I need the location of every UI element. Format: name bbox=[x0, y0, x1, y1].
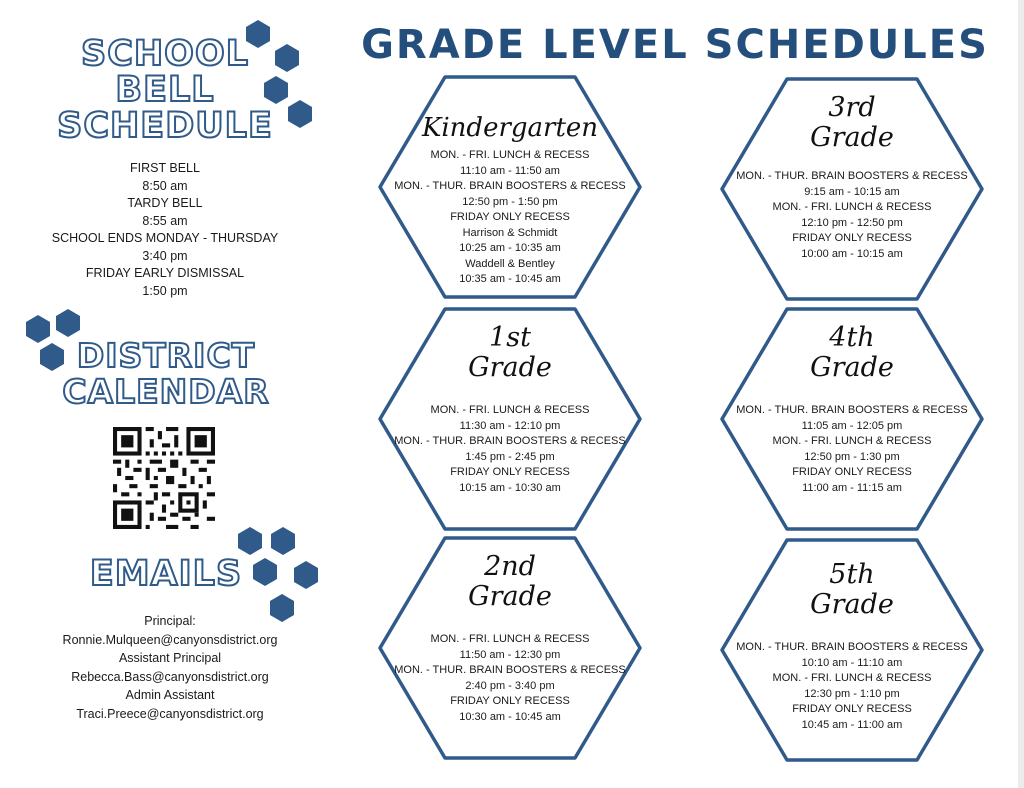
schedule-line: 9:15 am - 10:15 am bbox=[804, 185, 900, 198]
schedule-line: MON. - THUR. BRAIN BOOSTERS & RECESS bbox=[394, 664, 626, 676]
schedule-line: 11:50 am - 12:30 pm bbox=[459, 648, 561, 661]
bell-line: 3:40 pm bbox=[142, 248, 188, 263]
qr-code-icon[interactable] bbox=[113, 427, 215, 529]
calendar-title-line: CALENDAR bbox=[62, 372, 270, 411]
schedule-line: MON. - THUR. BRAIN BOOSTERS & RECESS bbox=[394, 435, 626, 447]
hexagon-icon bbox=[271, 527, 295, 555]
bell-schedule-details bbox=[40, 160, 290, 300]
bell-line: 8:50 am bbox=[142, 178, 188, 193]
grade-word: Grade bbox=[468, 581, 552, 612]
grade-name bbox=[732, 323, 972, 383]
grade-word: Grade bbox=[468, 352, 552, 383]
bell-line: FIRST BELL bbox=[130, 161, 200, 175]
email-link[interactable]: Traci.Preece@canyonsdistrict.org bbox=[76, 706, 264, 721]
schedule-line: 10:10 am - 11:10 am bbox=[801, 656, 903, 669]
bell-line: 8:55 am bbox=[142, 213, 188, 228]
bell-title-line: BELL bbox=[115, 70, 215, 110]
schedule-line: 12:50 pm - 1:30 pm bbox=[804, 450, 900, 463]
schedule-line: MON. - THUR. BRAIN BOOSTERS & RECESS bbox=[394, 180, 626, 192]
schedule-line: 10:15 am - 10:30 am bbox=[459, 481, 561, 494]
bell-title-line: SCHEDULE bbox=[57, 106, 273, 146]
schedule-line: MON. - THUR. BRAIN BOOSTERS & RECESS bbox=[736, 641, 968, 653]
schedule-line: 10:30 am - 10:45 am bbox=[459, 710, 561, 723]
schedule-line: FRIDAY ONLY RECESS bbox=[450, 211, 570, 223]
bell-title-line: SCHOOL bbox=[81, 34, 249, 74]
email-line: Admin Assistant bbox=[125, 688, 215, 702]
schedule-line: 10:35 am - 10:45 am bbox=[459, 273, 561, 285]
grade-name bbox=[390, 552, 630, 612]
schedule-line: MON. - FRI. LUNCH & RECESS bbox=[430, 404, 590, 416]
schedule-lines bbox=[732, 640, 972, 733]
schedule-line: 10:45 am - 11:00 am bbox=[801, 718, 903, 731]
page-title: GRADE LEVEL SCHEDULES bbox=[361, 22, 989, 68]
bell-schedule-title bbox=[40, 36, 290, 144]
schedule-line: 11:00 am - 11:15 am bbox=[802, 481, 902, 494]
schedule-line: 12:50 pm - 1:50 pm bbox=[462, 195, 558, 208]
schedule-line: MON. - FRI. LUNCH & RECESS bbox=[430, 149, 590, 161]
schedule-line: FRIDAY ONLY RECESS bbox=[450, 466, 570, 478]
second-grade-schedule bbox=[390, 552, 630, 725]
kindergarten-schedule bbox=[390, 113, 630, 288]
hexagon-icon bbox=[56, 309, 80, 337]
schedule-line: 11:30 am - 12:10 pm bbox=[459, 419, 561, 432]
schedule-lines bbox=[732, 403, 972, 496]
schedule-line: 12:30 pm - 1:10 pm bbox=[804, 687, 900, 700]
grade-number: 3rd bbox=[828, 92, 876, 123]
schedule-lines bbox=[390, 632, 630, 725]
grade-name bbox=[732, 560, 972, 620]
emails-title bbox=[66, 556, 266, 592]
grade-number: 5th bbox=[829, 559, 875, 590]
schedule-lines bbox=[390, 148, 630, 288]
grade-word: Grade bbox=[810, 352, 894, 383]
schedule-line: FRIDAY ONLY RECESS bbox=[792, 466, 912, 478]
grade-name: Kindergarten bbox=[421, 113, 599, 143]
grade-word: Grade bbox=[810, 589, 894, 620]
hexagon-icon bbox=[238, 527, 262, 555]
grade-number: 4th bbox=[829, 322, 875, 353]
grade-name bbox=[732, 93, 972, 153]
district-calendar-title bbox=[46, 338, 286, 410]
email-contacts bbox=[35, 612, 305, 723]
schedule-line: 1:45 pm - 2:45 pm bbox=[465, 450, 555, 463]
hexagon-icon bbox=[288, 100, 312, 128]
schedule-line: 10:00 am - 10:15 am bbox=[801, 247, 903, 260]
email-line: Principal: bbox=[144, 614, 196, 628]
email-link[interactable]: Rebecca.Bass@canyonsdistrict.org bbox=[71, 669, 269, 684]
schedule-line: MON. - FRI. LUNCH & RECESS bbox=[772, 201, 932, 213]
third-grade-schedule bbox=[732, 93, 972, 262]
bell-line: 1:50 pm bbox=[142, 283, 188, 298]
schedule-line: MON. - FRI. LUNCH & RECESS bbox=[772, 672, 932, 684]
fourth-grade-schedule bbox=[732, 323, 972, 496]
schedule-line: 2:40 pm - 3:40 pm bbox=[465, 679, 555, 692]
schedule-lines bbox=[390, 403, 630, 496]
schedule-line: MON. - THUR. BRAIN BOOSTERS & RECESS bbox=[736, 404, 968, 416]
hexagon-icon bbox=[294, 561, 318, 589]
grade-number: 2nd bbox=[484, 551, 536, 582]
grade-name bbox=[390, 323, 630, 383]
bell-line: SCHOOL ENDS MONDAY - THURSDAY bbox=[51, 231, 279, 245]
schedule-line: FRIDAY ONLY RECESS bbox=[450, 695, 570, 707]
schedule-line: FRIDAY ONLY RECESS bbox=[792, 232, 912, 244]
bell-line: FRIDAY EARLY DISMISSAL bbox=[85, 266, 245, 280]
schedule-line: 11:05 am - 12:05 pm bbox=[801, 419, 903, 432]
schedule-line: FRIDAY ONLY RECESS bbox=[792, 703, 912, 715]
email-line: Assistant Principal bbox=[118, 651, 222, 665]
schedule-line: 12:10 pm - 12:50 pm bbox=[801, 216, 903, 229]
email-link[interactable]: Ronnie.Mulqueen@canyonsdistrict.org bbox=[62, 632, 278, 647]
bell-line: TARDY BELL bbox=[127, 196, 203, 210]
schedule-lines bbox=[732, 169, 972, 262]
first-grade-schedule bbox=[390, 323, 630, 496]
schedule-line: MON. - FRI. LUNCH & RECESS bbox=[772, 435, 932, 447]
schedule-line: Waddell & Bentley bbox=[465, 257, 555, 270]
schedule-line: 10:25 am - 10:35 am bbox=[459, 242, 561, 254]
calendar-title-line: DISTRICT bbox=[76, 336, 256, 375]
schedule-line: MON. - FRI. LUNCH & RECESS bbox=[430, 633, 590, 645]
emails-title-text: EMAILS bbox=[89, 554, 243, 594]
schedule-line: 11:10 am - 11:50 am bbox=[460, 164, 560, 177]
fifth-grade-schedule bbox=[732, 560, 972, 733]
schedule-line: Harrison & Schmidt bbox=[462, 226, 558, 239]
grade-number: 1st bbox=[489, 322, 531, 353]
grade-word: Grade bbox=[810, 122, 894, 153]
schedule-line: MON. - THUR. BRAIN BOOSTERS & RECESS bbox=[736, 170, 968, 182]
